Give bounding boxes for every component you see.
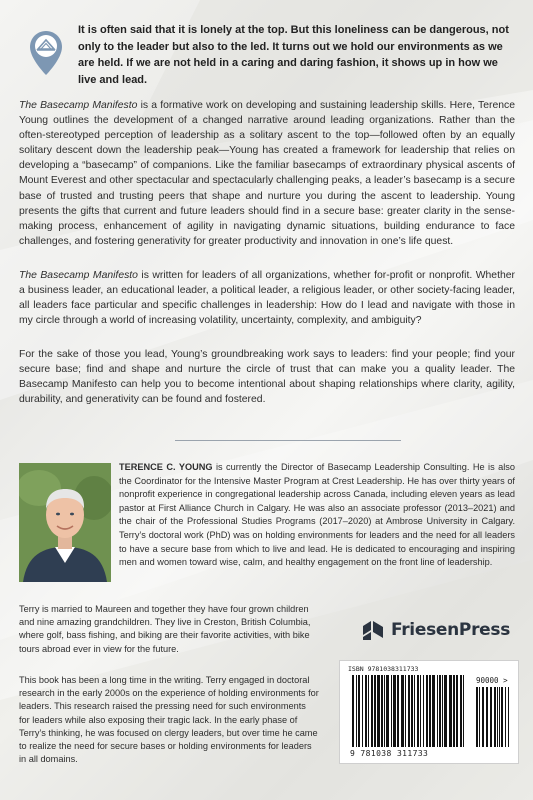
isbn-top-label: ISBN 9781038311733 [348, 665, 419, 673]
friesenpress-logo-icon [361, 618, 385, 642]
description-text-1: is a formative work on developing and sustaining leadership skills. Here, Terence Young outlines the development of a changed narrative around leading organizations. Rather than the often-stereotyped perception of leadership as a solitary ascent to the top—followed often by an equally solitary descent down the leadership peak—Young has created a framework for leadership that relies on developing a “basecamp” of companions. Like the familiar basecamps of extraordinary physical ascents of Mount Everest and other spectacular and spectacularly challenging peaks, a leader’s basecamp is a secure base of trusted and trusting peers that shape and nurture you during the ascent to leadership. Young presents the gifts that current and future leaders should find in a secure base: greater clarity in the sense-making process, enhancement of agility in navigating dynamic situations, building endurance to face challenges, and fostering generativity for greater productivity and innovation in one’s life quest. [19, 100, 515, 247]
author-bio-text: is currently the Director of Basecamp Leadership Consulting. He is also the Coordinator for the Intensive Master Program at Crest Leadership. He has over thirty years of nonprofit experience in congregational leadership across Canada, including eleven years as lead pastor at First Alliance Church in Calgary. He was also an associate professor (2013–2021) and the chair of the Professional Studies Programs (2017–2020) at Ambrose University in Calgary. Terry’s doctoral work (PhD) was on holding environments for leaders and the need for all leaders to have a secure base from which to live and lead. He is dedicated to encouraging and inspiring men and women toward wise, calm, and healthy engagement on the front line of leadership. [119, 462, 515, 568]
section-divider [175, 440, 401, 441]
pull-quote: It is often said that it is lonely at the top. But this loneliness can be dangerous, not only to the leader but also to the led. It turns out we hold our environments as we are held. If we are not held in a caring and daring fashion, it shows up in how we live and lead. [78, 24, 509, 86]
publisher-logo [361, 615, 521, 645]
isbn-barcode [339, 660, 519, 764]
book-title-italic: The Basecamp Manifesto [19, 270, 138, 281]
basecamp-pin-icon [29, 30, 63, 76]
barcode-bars [352, 675, 512, 747]
price-code: 90000 > [476, 676, 508, 685]
book-history-paragraph: This book has been a long time in the writing. Terry engaged in doctoral research in the early 2000s on the experience of holding environments for leaders. This research raised the pressing need for such environments for leaders while also exposing their tragic lack. In the early phase of Terry’s thinking, he was focused on clergy leaders, but over time he came to realize the need for secure bases or holding environments for leaders in all domains. [19, 675, 319, 765]
isbn-bottom-digits: 9 781038 311733 [350, 749, 429, 758]
description-paragraph-3: For the sake of those you lead, Young’s groundbreaking work says to leaders: find your people; find your secure base; find and shape and nurture the circle of trust that can make you a quality leader. The Basecamp Manifesto can help you to become intentional about shaping relationships where clarity, agility, durability, and generativity can be found and fostered. [19, 349, 515, 406]
description-paragraph-2 [19, 268, 515, 328]
book-title-italic: The Basecamp Manifesto [19, 100, 138, 111]
description-paragraph-1 [19, 98, 515, 249]
author-family-paragraph: Terry is married to Maureen and together they have four grown children and nine amazing grandchildren. They live in Creston, British Columbia, where golf, bass fishing, and biking are their favorite activities, with bike tours abroad ever in view for the future. [19, 604, 311, 654]
author-name: TERENCE C. YOUNG [119, 462, 213, 472]
description-text-2: is written for leaders of all organizations, whether for-profit or nonprofit. Whether a business leader, an educational leader, a political leader, a religious leader, or other society-facing leader, all leaders face particular and specific challenges in leadership: How do I lead and navigate with those in my circle through a world of increasing volatility, uncertainty, complexity, and ambiguity? [19, 270, 515, 327]
author-photo [19, 463, 111, 582]
author-bio [119, 461, 515, 570]
publisher-name: FriesenPress [391, 620, 511, 640]
